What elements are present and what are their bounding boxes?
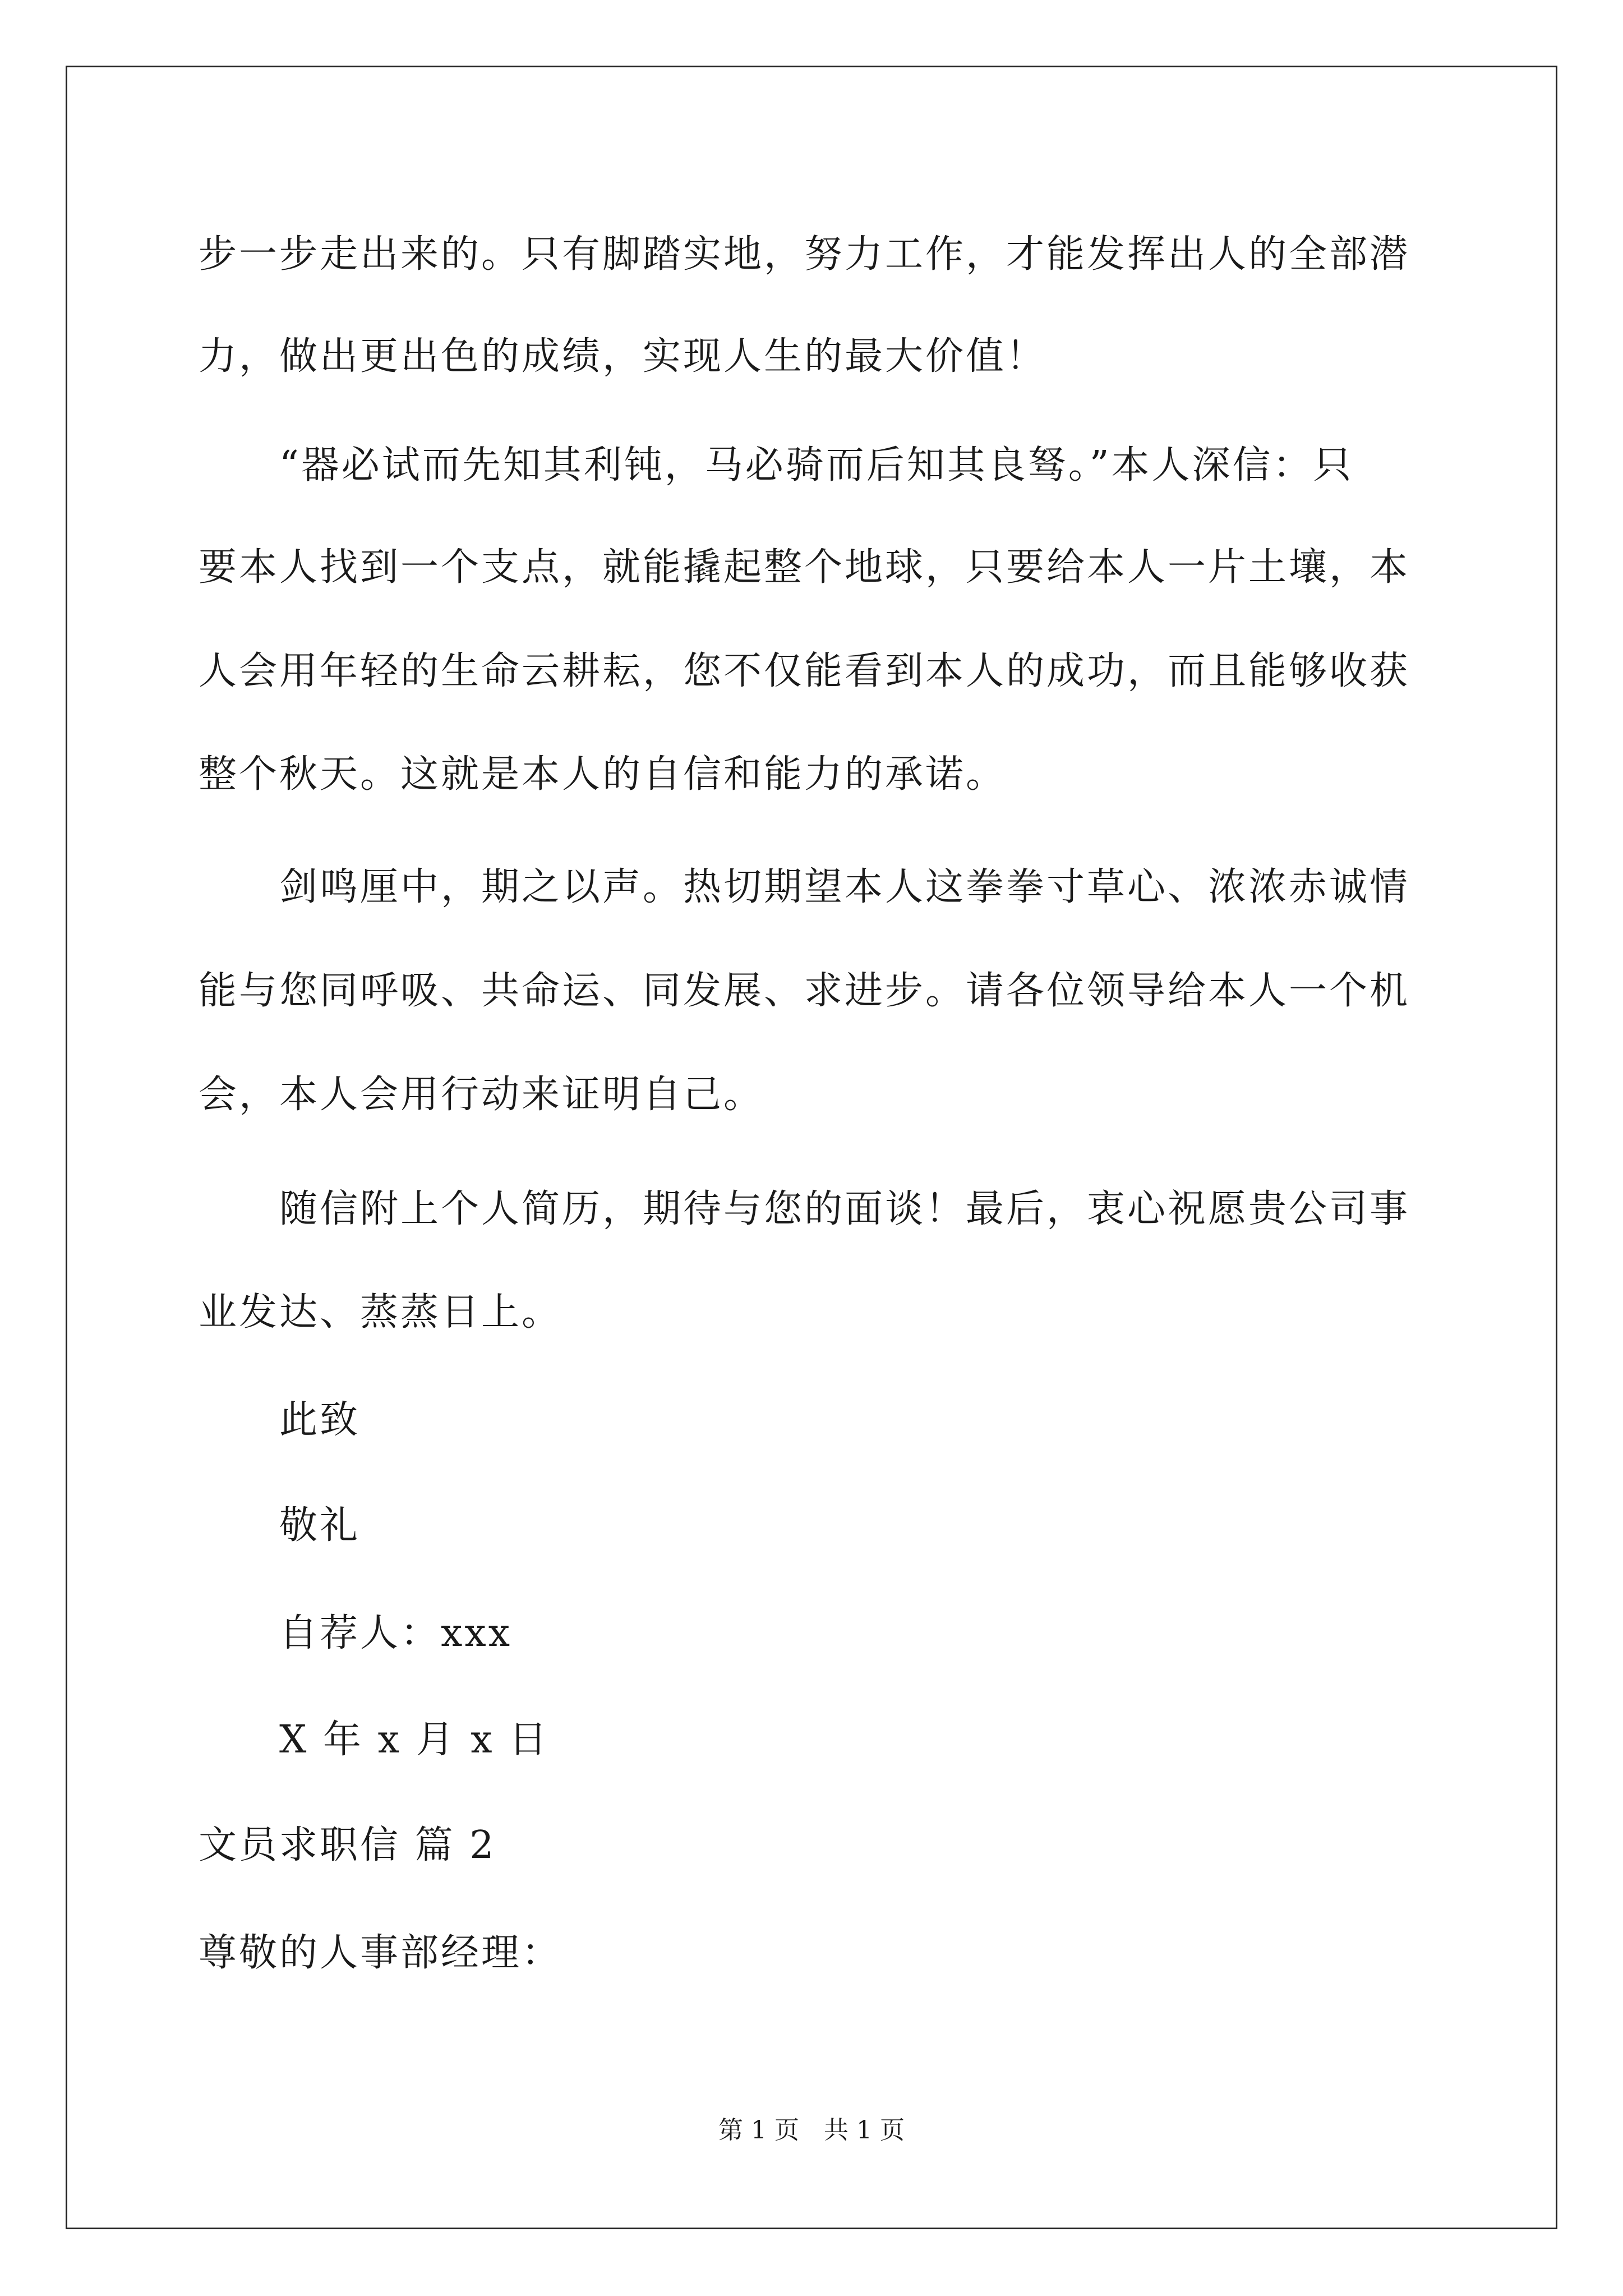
body-text-line: 随信附上个人简历，期待与您的面谈！最后，衷心祝愿贵公司事 xyxy=(199,1187,1410,1231)
closing-salutation: 此致 xyxy=(199,1398,361,1442)
body-text-line: 整个秋天。这就是本人的自信和能力的承诺。 xyxy=(199,752,1007,797)
body-text-line: 步一步走出来的。只有脚踏实地，努力工作，才能发挥出人的全部潜 xyxy=(199,232,1410,277)
greeting-line: 尊敬的人事部经理： xyxy=(199,1931,562,1975)
body-text-line: 能与您同呼吸、共命运、同发展、求进步。请各位领导给本人一个机 xyxy=(199,969,1410,1013)
signature-line: 自荐人：xxx xyxy=(199,1611,513,1655)
body-text-line: “器必试而先知其利钝，马必骑而后知其良驽。”本人深信：只 xyxy=(199,443,1354,487)
closing-regards: 敬礼 xyxy=(199,1503,361,1548)
page-frame xyxy=(66,66,1557,2229)
section-heading: 文员求职信 篇 2 xyxy=(199,1823,496,1867)
body-text-line: 会，本人会用行动来证明自己。 xyxy=(199,1073,764,1117)
body-text-line: 业发达、蒸蒸日上。 xyxy=(199,1290,562,1335)
body-text-line: 要本人找到一个支点，就能撬起整个地球，只要给本人一片土壤，本 xyxy=(199,545,1410,590)
body-text-line: 人会用年轻的生命云耕耘，您不仅能看到本人的成功，而且能够收获 xyxy=(199,649,1410,693)
body-text-line: 剑鸣厘中，期之以声。热切期望本人这拳拳寸草心、浓浓赤诚情 xyxy=(199,865,1410,909)
date-line: X 年 x 月 x 日 xyxy=(199,1718,550,1762)
body-text-line: 力，做出更出色的成绩，实现人生的最大价值！ xyxy=(199,334,1047,379)
page-number-footer: 第 1 页 共 1 页 xyxy=(718,2116,905,2145)
